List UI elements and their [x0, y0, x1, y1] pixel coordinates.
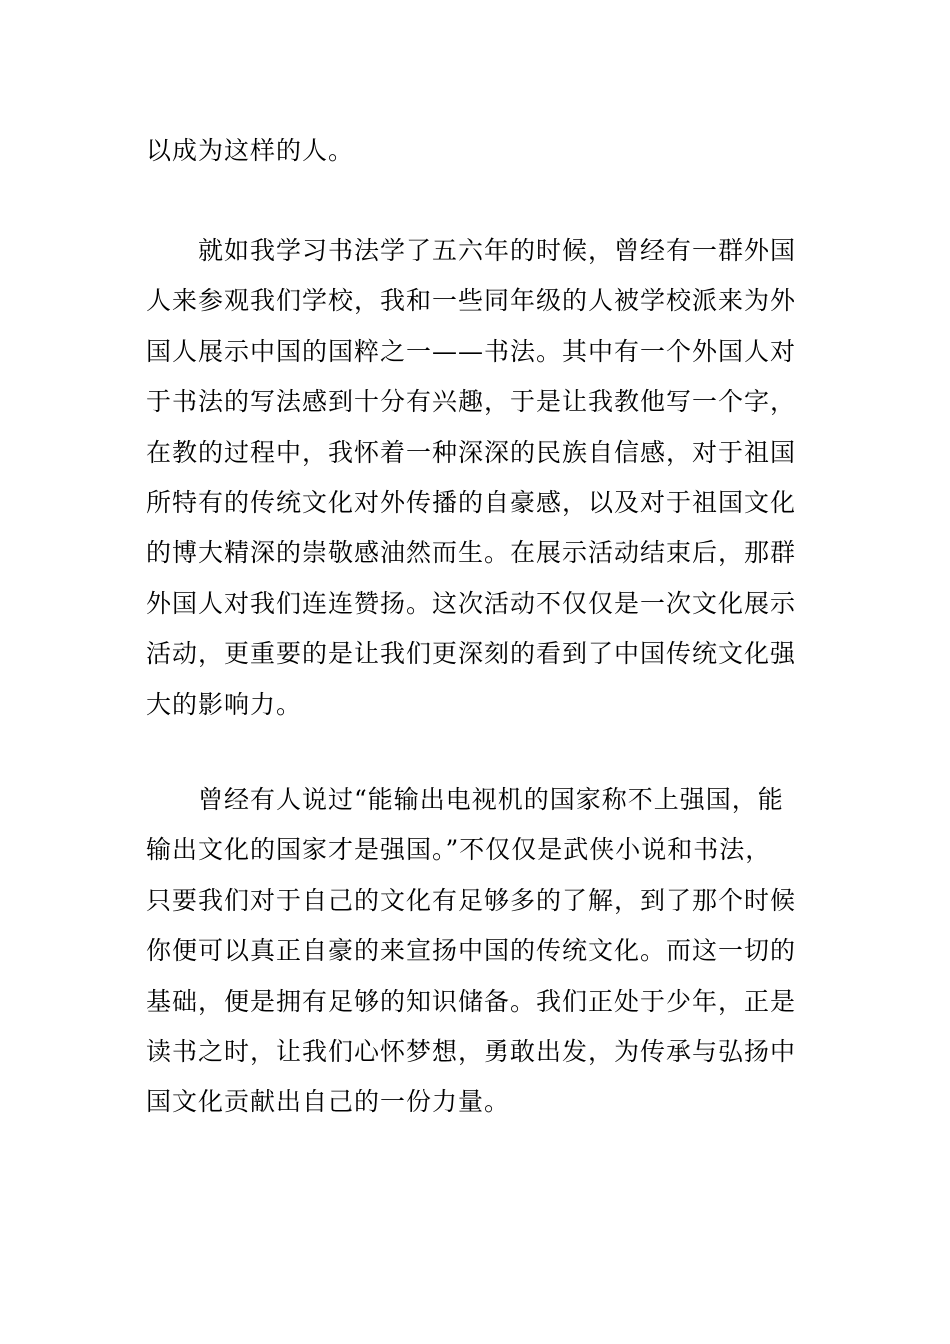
paragraph-calligraphy-story [146, 226, 806, 730]
paragraph-line: 的博大精深的崇敬感油然而生。在展示活动结束后，那群 [146, 538, 797, 568]
paragraph-line: 大的影响力。 [146, 689, 303, 719]
paragraph-line: 以成为这样的人。 [146, 136, 355, 165]
paragraph-line: 国文化贡献出自己的一份力量。 [146, 1087, 511, 1117]
paragraph-line: 外国人对我们连连赞扬。这次活动不仅仅是一次文化展示 [146, 588, 797, 618]
paragraph-line: 你便可以真正自豪的来宣扬中国的传统文化。而这一切的 [146, 936, 797, 966]
paragraph-line: 国人展示中国的国粹之一——书法。其中有一个外国人对 [146, 336, 797, 366]
paragraph-line: 活动，更重要的是让我们更深刻的看到了中国传统文化强 [146, 639, 797, 669]
paragraph-continuation [146, 126, 806, 176]
paragraph-culture-export [146, 775, 806, 1128]
paragraph-line: 只要我们对于自己的文化有足够多的了解，到了那个时候 [146, 885, 797, 915]
paragraph-line: 基础，便是拥有足够的知识储备。我们正处于少年，正是 [146, 986, 797, 1016]
paragraph-line: 读书之时，让我们心怀梦想，勇敢出发，为传承与弘扬中 [146, 1036, 797, 1066]
paragraph-line: 所特有的传统文化对外传播的自豪感，以及对于祖国文化 [146, 487, 797, 517]
paragraph-line: 曾经有人说过“能输出电视机的国家称不上强国，能 [198, 785, 784, 814]
paragraph-line: 就如我学习书法学了五六年的时候，曾经有一群外国 [198, 236, 797, 265]
paragraph-line: 输出文化的国家才是强国。”不仅仅是武侠小说和书法， [146, 835, 772, 865]
paragraph-line: 在教的过程中，我怀着一种深深的民族自信感，对于祖国 [146, 437, 797, 467]
paragraph-line: 于书法的写法感到十分有兴趣，于是让我教他写一个字， [146, 387, 797, 417]
paragraph-line: 人来参观我们学校，我和一些同年级的人被学校派来为外 [146, 286, 797, 316]
